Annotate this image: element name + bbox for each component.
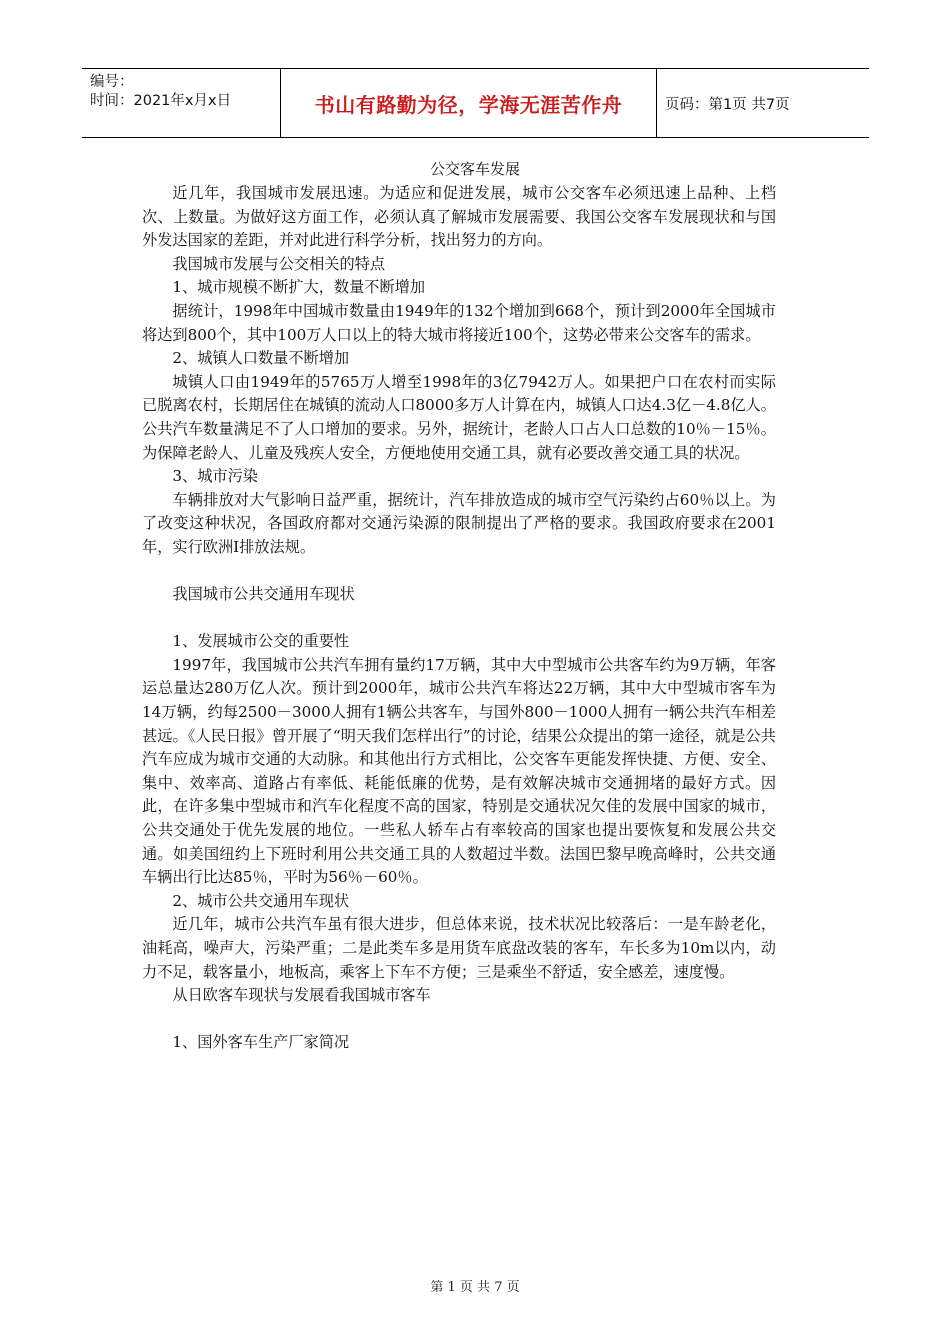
page-footer: 第 1 页 共 7 页 — [430, 1280, 520, 1295]
paragraph: 1997年，我国城市公共汽车拥有量约17万辆，其中大中型城市公共客车约为9万辆，年客运总量达280万亿人次。预计到2000年，城市公共汽车将达22万辆，其中大中型城市客车为14万辆，约每2500－3000人拥有1辆公共客车，与国外800－1000人拥有一辆公共汽车相差甚远。《人民日报》曾开展了“明天我们怎样出行”的讨论，结果公众提出的第一途径，就是公共汽车应成为城市交通的大动脉。和其他出行方式相比，公交客车更能发挥快捷、方便、安全、集中、效率高、道路占有率低、耗能低廉的优势，是有效解决城市交通拥堵的最好方式。因此，在许多集中型城市和汽车化程度不高的国家，特别是交通状况欠佳的发展中国家的城市，公共交通处于优先发展的地位。一些私人轿车占有率较高的国家也提出要恢复和发展公共交通。如美国纽约上下班时利用公共交通工具的人数超过半数。法国巴黎早晚高峰时，公共交通车辆出行比达85％，平时为56％－60％。 — [142, 655, 776, 887]
subsection-heading: 3、城市污染 — [172, 467, 258, 486]
subsection-heading: 1、国外客车生产厂家简况 — [172, 1033, 350, 1052]
section-heading: 从日欧客车现状与发展看我国城市客车 — [172, 986, 431, 1005]
section-heading: 我国城市公共交通用车现状 — [172, 585, 355, 604]
subsection-heading: 2、城镇人口数量不断增加 — [172, 349, 350, 368]
paragraph: 车辆排放对大气影响日益严重，据统计，汽车排放造成的城市空气污染约占60％以上。为了改变这种状况，各国政府都对交通污染源的限制提出了严格的要求。我国政府要求在2001年，实行欧洲Ⅰ排放法规。 — [142, 490, 776, 556]
document-header — [82, 68, 869, 138]
subsection-heading: 2、城市公共交通用车现状 — [172, 891, 350, 910]
document-time-label: 时间：2021年x月x日 — [90, 93, 232, 109]
paragraph: 据统计，1998年中国城市数量由1949年的132个增加到668个，预计到2000年全国城市将达到800个，其中100万人口以上的特大城市将接近100个，这势必带来公交客车的需求。 — [142, 301, 776, 344]
header-page-info: 页码：第1页 共7页 — [665, 96, 790, 113]
paragraph: 城镇人口由1949年的5765万人增至1998年的3亿7942万人。如果把户口在农村而实际已脱离农村，长期居住在城镇的流动人口8000多万人计算在内，城镇人口达4.3亿－4.8亿人。公共汽车数量满足不了人口增加的要求。另外，据统计，老龄人口占人口总数的10％－15％。为保障老龄人、儿童及残疾人安全，方便地使用交通工具，就有必要改善交通工具的状况。 — [142, 372, 776, 462]
document-title: 公交客车发展 — [429, 160, 520, 178]
section-heading: 我国城市发展与公交相关的特点 — [172, 254, 386, 273]
header-divider — [656, 69, 657, 137]
paragraph: 近几年，我国城市发展迅速。为适应和促进发展，城市公交客车必须迅速上品种、上档次、上数量。为做好这方面工作，必须认真了解城市发展需要、我国公交客车发展现状和与国外发达国家的差距，并对此进行科学分析，找出努力的方向。 — [142, 184, 776, 250]
document-number-label: 编号： — [90, 74, 134, 90]
subsection-heading: 1、城市规模不断扩大，数量不断增加 — [172, 278, 426, 297]
paragraph: 近几年，城市公共汽车虽有很大进步，但总体来说，技术状况比较落后：一是车龄老化，油耗高，噪声大，污染严重；二是此类车多是用货车底盘改装的客车，车长多为10m以内，动力不足，载客量小，地板高，乘客上下车不方便；三是乘坐不舒适，安全感差，速度慢。 — [142, 915, 776, 981]
document-body — [142, 182, 776, 1055]
header-meta — [90, 73, 278, 111]
header-motto: 书山有路勤为径，学海无涯苦作舟 — [314, 92, 623, 117]
subsection-heading: 1、发展城市公交的重要性 — [172, 632, 350, 651]
